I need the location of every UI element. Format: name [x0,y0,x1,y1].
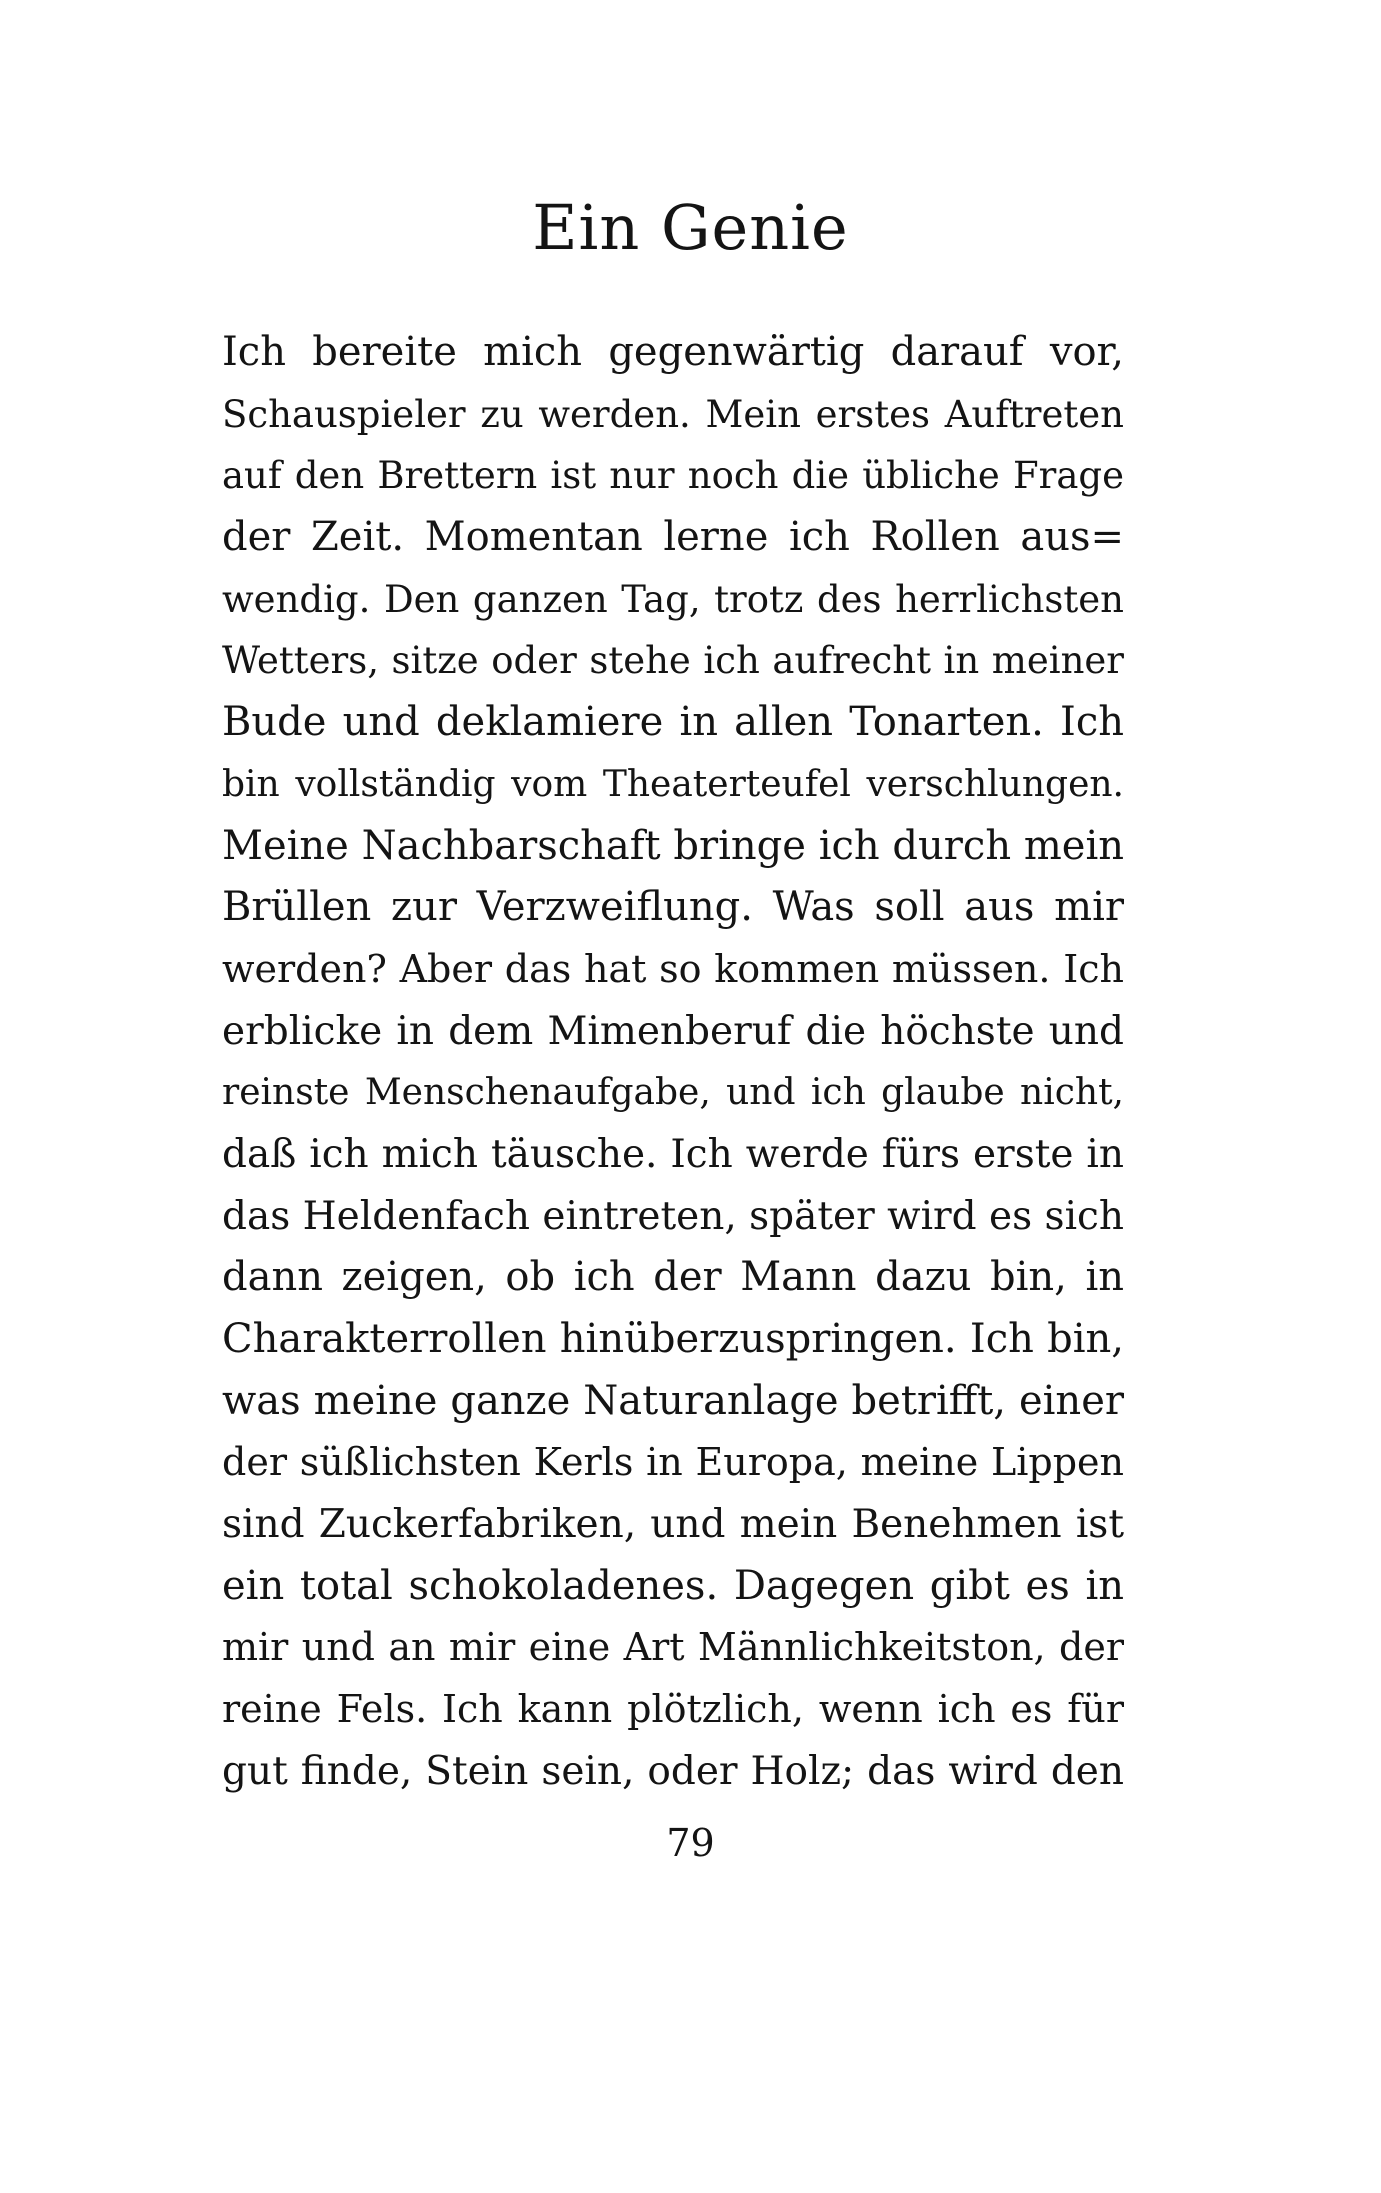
text-line: werden? Aber das hat so kommen müssen. Ich [222,946,1124,991]
text-line: sind Zuckerfabriken, und mein Benehmen ist [222,1502,1124,1548]
text-line: reinste Menschenaufgabe, und ich glaube nicht, [222,1072,1124,1114]
text-line: Wetters, sitze oder stehe ich aufrecht in meiner [222,639,1124,683]
text-line: mir und an mir eine Art Männlichkeitston, der [222,1625,1124,1670]
text-line: reine Fels. Ich kann plötzlich, wenn ich es für [222,1687,1124,1732]
text-line: Bude und deklamiere in allen Tonarten. Ich [222,699,1124,746]
text-line: auf den Brettern ist nur noch die übliche Frage [222,454,1124,498]
text-line: dann zeigen, ob ich der Mann dazu bin, in [222,1254,1124,1301]
body-text [222,322,1124,1803]
text-line: daß ich mich täusche. Ich werde fürs erste in [222,1131,1124,1177]
text-line: bin vollständig vom Theaterteufel verschlungen. [222,763,1124,805]
text-line: das Heldenfach eintreten, später wird es sich [222,1193,1124,1239]
text-line: gut finde, Stein sein, oder Holz; das wird den [222,1748,1124,1794]
text-line: wendig. Den ganzen Tag, trotz des herrlichsten [222,577,1124,621]
chapter-title: Ein Genie [532,191,849,264]
text-line: der süßlichsten Kerls in Europa, meine Lippen [222,1440,1124,1485]
page-number: 79 [666,1821,715,1865]
text-line: Charakterrollen hinüberzuspringen. Ich bin, [222,1316,1124,1362]
text-line: Brüllen zur Verzweiflung. Was soll aus mir [222,884,1124,931]
text-line: Schauspieler zu werden. Mein erstes Auftreten [222,392,1124,436]
text-line: erblicke in dem Mimenberuf die höchste und [222,1008,1124,1054]
text-line: was meine ganze Naturanlage betrifft, einer [222,1377,1124,1424]
text-line: ein total schokoladenes. Dagegen gibt es in [222,1562,1124,1609]
text-line: Ich bereite mich gegenwärtig darauf vor, [222,329,1124,375]
text-line: der Zeit. Momentan lerne ich Rollen aus= [222,514,1124,561]
text-line: Meine Nachbarschaft bringe ich durch mein [222,822,1124,869]
